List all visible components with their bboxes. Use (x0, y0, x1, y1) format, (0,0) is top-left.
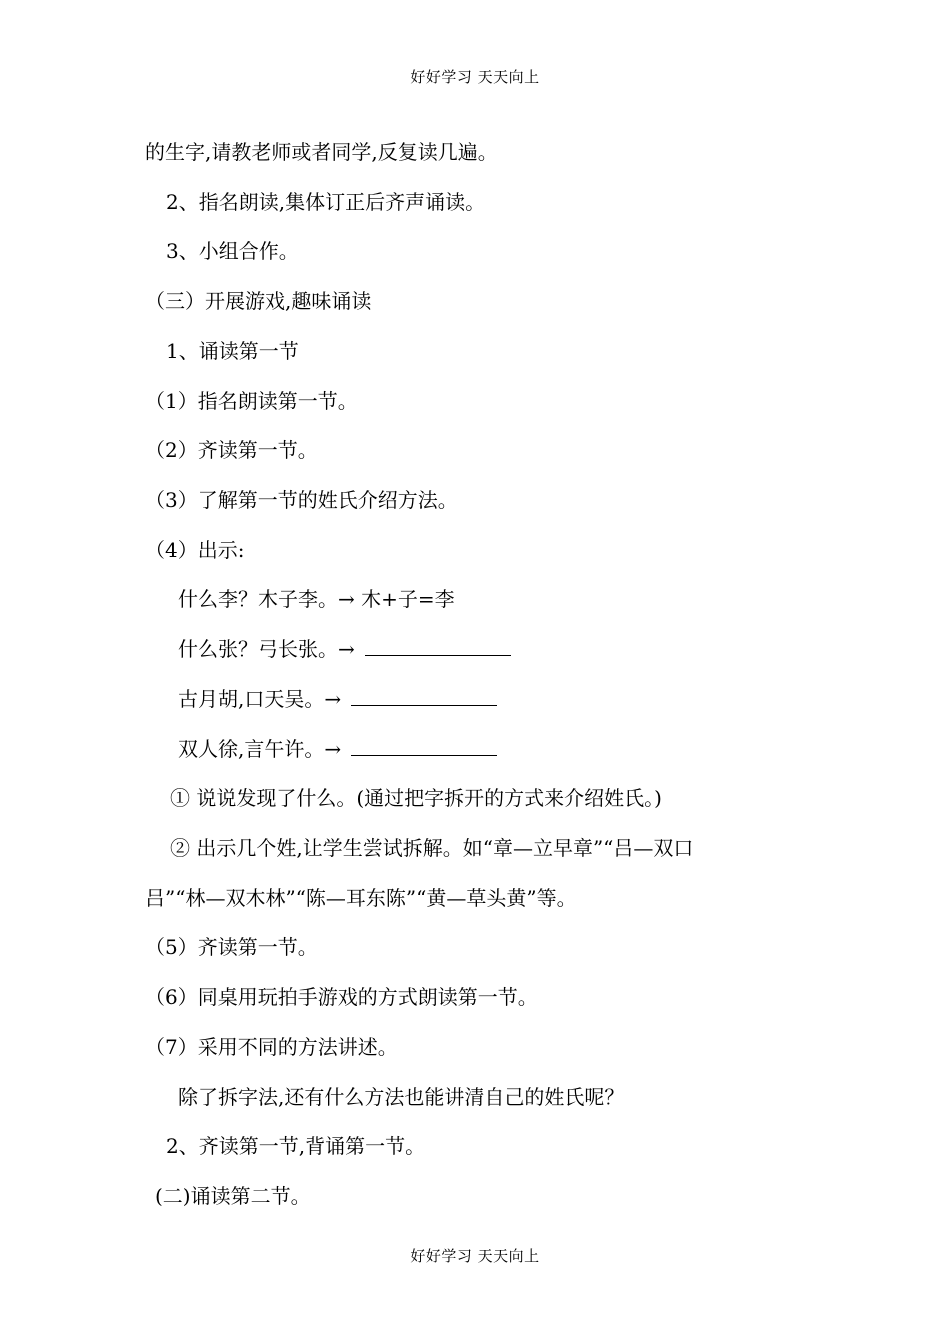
example-text: 双人徐,言午许。→ (178, 737, 342, 761)
example-text: 什么张？弓长张。→ (178, 637, 355, 661)
text-line: （7）采用不同的方法讲述。 (145, 1035, 398, 1059)
example-line (178, 736, 497, 762)
text-line: （3）了解第一节的姓氏介绍方法。 (145, 488, 458, 512)
text-line: 1、诵读第一节 (166, 339, 299, 363)
fill-blank (365, 637, 511, 656)
example-line: 什么李？木子李。→ 木+子=李 (178, 587, 455, 611)
fill-blank (351, 737, 497, 756)
text-line: ① 说说发现了什么。(通过把字拆开的方式来介绍姓氏。) (170, 786, 662, 810)
text-line: （5）齐读第一节。 (145, 935, 318, 959)
text-line: 3、小组合作。 (166, 239, 299, 263)
text-line: （6）同桌用玩拍手游戏的方式朗读第一节。 (145, 985, 538, 1009)
text-line: （2）齐读第一节。 (145, 438, 318, 462)
text-line: 除了拆字法,还有什么方法也能讲清自己的姓氏呢？ (178, 1085, 625, 1109)
text-line: 吕”“林—双木林”“陈—耳东陈”“黄—草头黄”等。 (145, 886, 577, 910)
fill-blank (351, 687, 497, 706)
text-line: （1）指名朗读第一节。 (145, 389, 358, 413)
section-heading: （三）开展游戏,趣味诵读 (145, 289, 372, 313)
page-header: 好好学习 天天向上 (410, 68, 540, 86)
text-line: 2、指名朗读,集体订正后齐声诵读。 (166, 190, 486, 214)
example-line (178, 686, 497, 712)
text-line: （4）出示: (145, 538, 245, 562)
text-line: ② 出示几个姓,让学生尝试拆解。如“章—立早章”“吕—双口 (170, 836, 694, 860)
section-heading: (二)诵读第二节。 (155, 1184, 311, 1208)
example-line (178, 636, 511, 662)
example-text: 古月胡,口天吴。→ (178, 687, 342, 711)
page-footer: 好好学习 天天向上 (410, 1247, 540, 1265)
text-line: 的生字,请教老师或者同学,反复读几遍。 (145, 140, 498, 164)
text-line: 2、齐读第一节,背诵第一节。 (166, 1134, 426, 1158)
